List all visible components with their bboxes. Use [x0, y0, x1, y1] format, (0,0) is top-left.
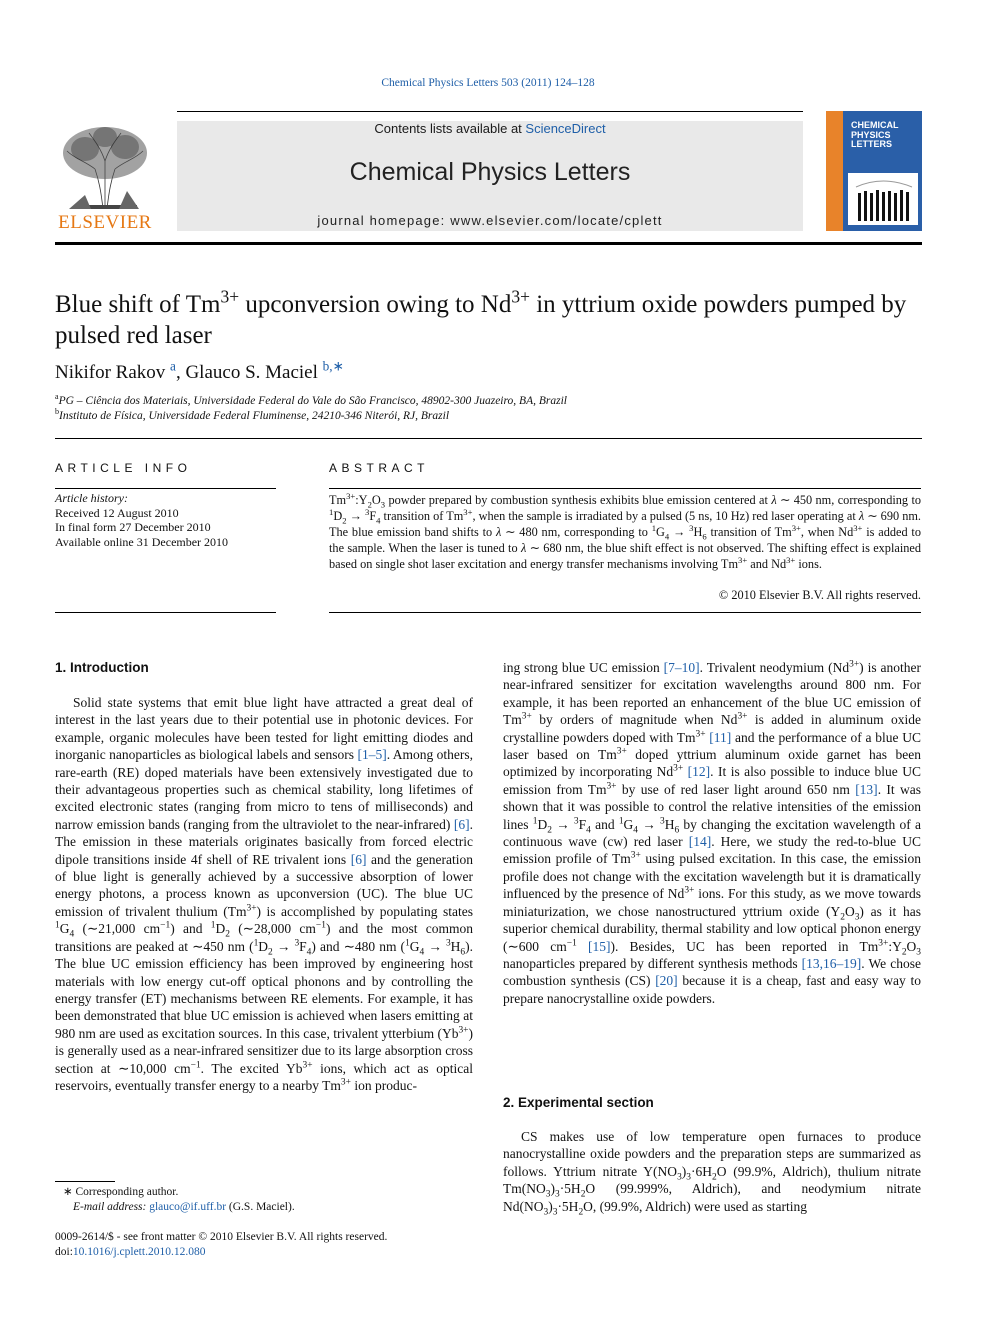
title-sup: 3+	[220, 286, 240, 307]
affiliation-mark: a	[55, 392, 59, 402]
issn-line: 0009-2614/$ - see front matter © 2010 Elsevier B.V. All rights reserved.	[55, 1231, 388, 1243]
article-history	[55, 491, 275, 549]
article-info-label: ARTICLE INFO	[55, 461, 192, 475]
affiliation-text: Instituto de Física, Universidade Federal Fluminense, 24210-346 Niterói, RJ, Brazil	[59, 410, 450, 422]
email-suffix: (G.S. Maciel).	[226, 1201, 295, 1213]
author-name: Glauco S. Maciel	[185, 362, 318, 383]
article-info-rule	[55, 488, 276, 489]
doi-prefix: doi:	[55, 1246, 73, 1258]
affiliation-mark: b	[55, 407, 60, 417]
bottom-metadata	[55, 1230, 475, 1260]
author-separator: ,	[175, 362, 186, 383]
history-received: Received 12 August 2010	[55, 505, 179, 520]
header-top-rule	[177, 111, 803, 112]
cover-graphic	[848, 173, 918, 225]
history-final-form: In final form 27 December 2010	[55, 520, 211, 534]
history-label: Article history:	[55, 491, 128, 505]
homepage-prefix: journal homepage:	[317, 213, 451, 228]
author-affiliation-mark[interactable]: a	[170, 358, 176, 374]
title-part: Blue shift of Tm	[55, 291, 221, 318]
paragraph: CS makes use of low temperature open furnaces to produce nanocrystalline oxide powders and the preparation steps are summarized as follows. Yttrium nitrate $Y(NO_3)_3\cdot 6H_2O$ (99.9%, Aldrich), thulium nitrate $Tm(NO_3)_3\cdot 5H_2O$ (99.999%, Aldrich), and neodymium nitrate $Nd(NO_3)_3\cdot 5H_2O$, (99.9%, Aldrich) were used as starting	[503, 1129, 921, 1218]
author-list	[55, 358, 925, 384]
journal-reference[interactable]: Chemical Physics Letters 503 (2011) 124–128	[381, 77, 595, 89]
right-column-experimental-text	[503, 1128, 921, 1218]
paragraph: Solid state systems that emit blue light have attracted a great deal of interest in the last years due to their potential use in photonic devices. For example, organic molecules have been tested for light emitting diodes and inorganic nanoparticles as biological labels and sensors [1–5]. Among others, rare-earth (RE) doped materials have been extensively investigated due to their advantageous properties such as chemical stability, long lifetimes of excited electronic states (ranging from micro to tens of milliseconds) and narrow emission bands (ranging from the ultraviolet to the near-infrared) [6]. The emission in these materials originates basically from forced electric dipole transitions inside 4f shell of RE trivalent ions [6] and the generation of blue light is generally achieved by a successive absorption of lower energy photons, a process known as upconversion (UC). The blue UC emission of trivalent thulium $(Tm^{3+})$ is accomplished by populating states $^1G_4$ (∼21,000 $cm^{-1}$) and $^1D_2$ (∼28,000 $cm^{-1}$) and the most common transitions are peaked at ∼450 nm $(^1D_2 \to ^3F_4)$ and ∼480 nm $(^1G_4 \to ^3H_6)$. The blue UC emission efficiency has been improved by engineering host materials with low energy cut-off optical phonons and by controlling the energy transfer (ET) mechanisms between RE elements. For example, it has been demonstrated that blue UC emission is achieved when lasers emitting at 980 nm are used as excitation sources. In this case, trivalent ytterbium $(Yb^{3+})$ is generally used as a near-infrared sensitizer due to its large absorption cross section at ∼10,000 $cm^{-1}$. The excited $Yb^{3+}$ ions, which act as optical reservoirs, eventually transfer energy to a nearby $Tm^{3+}$ ion produc-	[55, 695, 473, 1093]
cover-title	[851, 121, 899, 150]
header-bottom-rule	[55, 242, 922, 245]
paragraph: ing strong blue UC emission [7–10]. Trivalent neodymium $(Nd^{3+})$ is another near-infrared sensitizer for excitation wavelengths around 800 nm. For example, it has been reported an enhancement of the blue UC emission of $Tm^{3+}$ by orders of magnitude when $Nd^{3+}$ is added in aluminum oxide crystalline powders doped with $Tm^{3+}$ [11] and the performance of a blue UC laser based on $Tm^{3+}$ doped yttrium aluminum oxide garnet has been optimized by incorporating $Nd^{3+}$ [12]. It is also possible to induce blue UC emission from $Tm^{3+}$ by use of red laser light around 650 nm [13]. It was shown that it was possible to control the relative intensities of the emission lines $^1D_2 \to ^3F_4$ and $^1G_4 \to ^3H_6$ by changing the excitation wavelength of a continuous wave (cw) red laser [14]. Here, we study the red-to-blue UC emission profile of $Tm^{3+}$ using pulsed excitation. In this case, the emission profile does not change with the excitation wavelength but it is dramatically influenced by the presence of $Nd^{3+}$ ions. For this study, as we move towards miniaturization, we chose nanostructured yttrium oxide $(Y_2O_3)$ as it has superior chemical durability, thermal stability and low optical phonon energy (∼600 $cm^{-1}$ [15]). Besides, UC has been reported in $Tm^{3+}:Y_2O_3$ nanoparticles prepared by different synthesis methods [13,16–19]. We chose combustion synthesis (CS) [20] because it is a cheap, fast and easy way to prepare nanocrystalline oxide powders.	[503, 659, 922, 1006]
journal-name: Chemical Physics Letters	[349, 158, 631, 186]
cover-strip	[826, 111, 843, 231]
affiliation-b	[55, 407, 450, 422]
footnote	[55, 1185, 475, 1215]
article-info-bottom-rule	[55, 612, 276, 613]
copyright-notice: © 2010 Elsevier B.V. All rights reserved.	[718, 588, 921, 602]
affiliation-a	[55, 392, 567, 407]
history-online: Available online 31 December 2010	[55, 534, 229, 549]
section-heading-experimental: 2. Experimental section	[503, 1095, 654, 1110]
abstract-text: $Tm^{3+}:Y_2O_3$ powder prepared by combustion synthesis exhibits blue emission centered at λ ∼ 450 nm, corresponding to $^1D_2 \to ^3F_4$ transition of $Tm^{3+}$, when the sample is irradiated by a pulsed (5 ns, 10 Hz) red laser operating at λ ∼ 690 nm. The blue emission band shifts to λ ∼ 480 nm, corresponding to $^1G_4 \to ^3H_6$ transition of $Tm^{3+}$, when $Nd^{3+}$ is added to the sample. When the laser is tuned to λ ∼ 680 nm, the blue shift effect is not observed. The shifting effect is explained based on single shot laser excitation and energy transfer mechanisms involving $Tm^{3+}$ and $Nd^{3+}$ ions.	[329, 490, 922, 571]
affiliation-text: PG – Ciência dos Materiais, Universidade Federal do Vale do São Francisco, 48902-300 Juazeiro, BA, Brazil	[58, 395, 567, 407]
title-part: in yttrium oxide powders pumped by pulsed red laser	[55, 291, 907, 349]
author-name: Nikifor Rakov	[55, 362, 166, 383]
contents-prefix: Contents lists available at	[374, 121, 526, 136]
doi-link[interactable]: 10.1016/j.cplett.2010.12.080	[72, 1246, 206, 1258]
abstract-rule	[329, 488, 921, 489]
cover-title-line: CHEMICAL	[851, 120, 899, 130]
section-heading-introduction: 1. Introduction	[55, 660, 149, 675]
footnote-email	[55, 1200, 475, 1215]
email-link[interactable]: glauco@if.uff.br	[149, 1201, 227, 1213]
right-column-text	[503, 659, 921, 1007]
email-label: E-mail address:	[73, 1201, 150, 1213]
journal-header-box	[177, 121, 803, 231]
title-part: upconversion owing to Nd	[239, 291, 512, 318]
cover-title-line: PHYSICS	[851, 129, 891, 140]
homepage-url[interactable]: www.elsevier.com/locate/cplett	[450, 213, 663, 228]
elsevier-wordmark: ELSEVIER	[58, 212, 152, 233]
doi-line	[55, 1245, 475, 1260]
section-divider	[55, 438, 922, 439]
sciencedirect-link[interactable]: ScienceDirect	[525, 121, 606, 136]
journal-cover	[826, 111, 922, 231]
title-sup: 3+	[511, 286, 530, 307]
contents-line	[177, 121, 803, 137]
abstract-bottom-rule	[329, 612, 921, 613]
footnote-corresponding: ∗ Corresponding author.	[63, 1186, 179, 1198]
article-title	[55, 286, 925, 351]
cover-title-line: LETTERS	[851, 139, 893, 149]
journal-homepage	[177, 213, 803, 228]
footnote-rule	[55, 1181, 115, 1182]
author-affiliation-mark[interactable]: b,∗	[322, 358, 344, 374]
abstract-label: ABSTRACT	[329, 461, 430, 475]
left-column-text	[55, 694, 473, 1094]
